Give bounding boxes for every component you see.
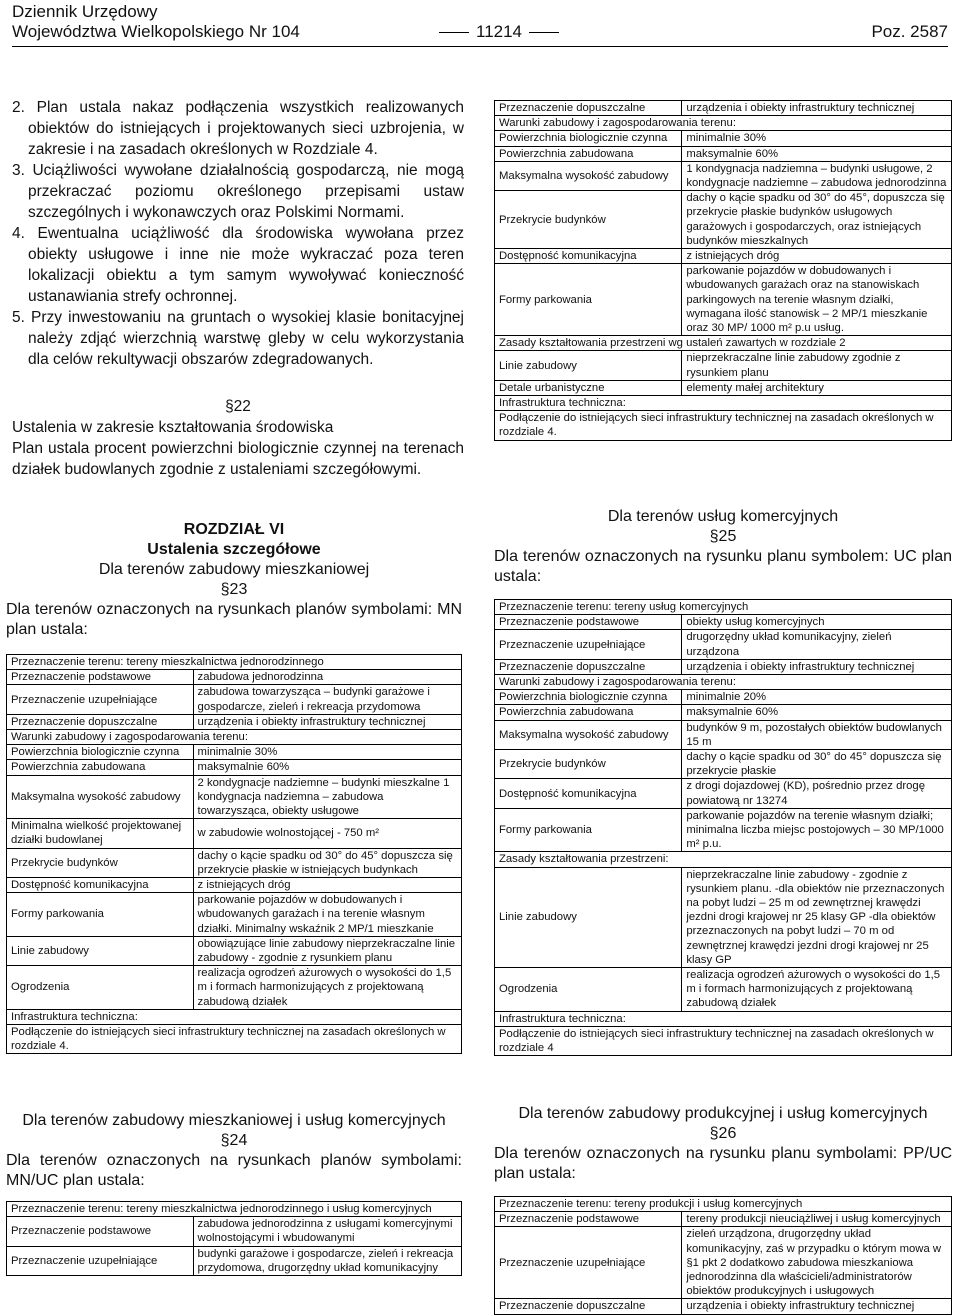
table-row: Zasady kształtowania przestrzeni: — [495, 852, 952, 867]
table-row: Warunki zabudowy i zagospodarowania terenu: — [7, 730, 462, 745]
section-25-lead: Dla terenów oznaczonych na rysunku planu symbolem: UC plan ustala: — [494, 548, 952, 585]
table-row: Przeznaczenie uzupełniające drugorzędny układ komunikacyjny, zieleń urządzona — [495, 630, 952, 659]
section-22-heading: Ustalenia w zakresie kształtowania środowiska — [12, 419, 334, 436]
table-row: Przeznaczenie uzupełniające zieleń urządzona, drugorzędny układ komunikacyjny, zaś w przypadku o którym mowa w §1 pkt 2 dodatkowo zabudowa mieszkaniowa jednorodzinna dla właścicieli/administratorów obiektów produkcyjnych i usługowych — [495, 1227, 952, 1299]
intro-section — [12, 97, 464, 480]
section-area: Dla terenów usług komercyjnych — [607, 508, 839, 525]
table-row: Powierzchnia biologicznie czynna minimalnie 20% — [495, 690, 952, 705]
chapter-6-section — [6, 520, 462, 1054]
table-row: Przeznaczenie dopuszczalne urządzenia i obiekty infrastruktury technicznej — [495, 101, 952, 116]
table-row: Przeznaczenie terenu: tereny produkcji i usług komercyjnych — [495, 1197, 952, 1212]
section-24-title: §24 — [220, 1132, 248, 1149]
journal-subtitle: Województwa Wielkopolskiego Nr 104 — [12, 22, 300, 41]
table-pp-uc — [494, 1196, 952, 1315]
table-row: Powierzchnia biologicznie czynna minimalnie 30% — [7, 745, 462, 760]
table-row: Podłączenie do istniejących sieci infrastruktury technicznej na zasadach określonych w rozdziale 4. — [495, 411, 952, 440]
table-row: Formy parkowania parkowanie pojazdów w dobudowanych i wbudowanych garażach i na terenie własnym działki. Minimalny wskaźnik 2 MP/1 mieszkanie — [7, 893, 462, 937]
journal-title: Dziennik Urzędowy — [12, 2, 158, 21]
section-26-lead: Dla terenów oznaczonych na rysunku planu symbolami: PP/UC plan ustala: — [494, 1145, 952, 1182]
table-uc — [494, 599, 952, 1056]
table-row: Linie zabudowy nieprzekraczalne linie zabudowy - zgodnie z rysunkiem planu. -dla obiektów nie przeznaczonych na pobyt ludzi – 25 m od zewnętrznej krawędzi jezdni drogi krajowej nr 25 klasy GP -dla obiektów przeznaczonych na pobyt ludzi – 70 m od zewnętrznej krawędzi jezdni drogi krajowej nr 25 klasy GP — [495, 867, 952, 967]
table-row: Maksymalna wysokość zabudowy budynków 9 m, pozostałych obiektów budowlanych 15 m — [495, 720, 952, 749]
table-row: Podłączenie do istniejących sieci infrastruktury technicznej na zasadach określonych w rozdziale 4. — [7, 1025, 462, 1054]
table-row: Warunki zabudowy i zagospodarowania terenu: — [495, 116, 952, 131]
table-row: Przekrycie budynków dachy o kącie spadku od 30° do 45°, dopuszcza się przekrycie płaskie budynków usługowych garażowych i gospodarczych, oraz istniejących budynków mieszkalnych — [495, 191, 952, 249]
table-row: Przeznaczenie terenu: tereny mieszkalnictwa jednorodzinnego — [7, 655, 462, 670]
table-row: Dostępność komunikacyjna z istniejących dróg — [7, 878, 462, 893]
table-row: Przeznaczenie terenu: tereny mieszkalnictwa jednorodzinnego i usług komercyjnych — [7, 1202, 462, 1217]
table-row: Warunki zabudowy i zagospodarowania terenu: — [495, 675, 952, 690]
table-row: Linie zabudowy obowiązujące linie zabudowy nieprzekraczalne linie zabudowy - zgodnie z rysunkiem planu — [7, 936, 462, 965]
table-row: Maksymalna wysokość zabudowy 2 kondygnacje nadziemne – budynki mieszkalne 1 kondygnacja nadziemna – zabudowa towarzysząca, obiekty usługowe — [7, 775, 462, 819]
table-row: Powierzchnia zabudowana maksymalnie 60% — [495, 146, 952, 161]
position-number: Poz. 2587 — [871, 22, 948, 41]
section-22-title: §22 — [225, 398, 251, 415]
table-row: Przekrycie budynków dachy o kącie spadku od 30° do 45° dopuszcza się przekrycie płaskie — [495, 750, 952, 779]
table-row: Przeznaczenie uzupełniające budynki garażowe i gospodarcze, zieleń i rekreacja przydomowa, drugorzędny układ komunikacyjny — [7, 1246, 462, 1275]
page-header — [12, 2, 948, 47]
table-row: Dostępność komunikacyjna z drogi dojazdowej (KD), pośrednio przez drogę powiatową nr 13274 — [495, 779, 952, 808]
section-26 — [494, 1104, 952, 1315]
section-25 — [494, 507, 952, 1056]
section-24-lead: Dla terenów oznaczonych na rysunkach planów symbolami: MN/UC plan ustala: — [6, 1152, 462, 1189]
section-23-lead: Dla terenów oznaczonych na rysunkach planów symbolami: MN plan ustala: — [6, 601, 462, 638]
section-26-title: §26 — [709, 1125, 737, 1142]
intro-item: 3. Uciążliwości wywołane działalnością gospodarczą, nie mogą przekraczać poziomu określonego przepisami ustaw szczególnych i wykonawczych oraz Polskimi Normami. — [12, 162, 464, 221]
section-area: Dla terenów zabudowy mieszkaniowej i usług komercyjnych — [22, 1112, 446, 1129]
section-24 — [6, 1111, 462, 1276]
page-number: 11214 — [432, 22, 566, 42]
table-row: Powierzchnia zabudowana maksymalnie 60% — [7, 760, 462, 775]
table-row: Podłączenie do istniejących sieci infrastruktury technicznej na zasadach określonych w rozdziale 4 — [495, 1026, 952, 1055]
table-row: Przeznaczenie podstawowe zabudowa jednorodzinna z usługami komercyjnymi wolnostojącymi i wbudowanymi — [7, 1217, 462, 1246]
table-mn-uc — [6, 1201, 462, 1276]
intro-item: 4. Ewentualna uciążliwość dla środowiska wywołana przez obiekty usługowe i inne nie może wykraczać poza teren lokalizacji obiektu a tym samym wywoływać konieczność ustanawiania strefy ochronnej. — [12, 225, 464, 305]
table-row: Linie zabudowy nieprzekraczalne linie zabudowy zgodnie z rysunkiem planu — [495, 351, 952, 380]
table-row: Maksymalna wysokość zabudowy 1 kondygnacja nadziemna – budynki usługowe, 2 kondygnacje nadziemne – zabudowa jednorodzinna — [495, 161, 952, 190]
chapter-subtitle: Ustalenia szczegółowe — [147, 541, 321, 558]
intro-item: 2. Plan ustala nakaz podłączenia wszystkich realizowanych obiektów do istniejących i projektowanych sieci uzbrojenia, w zakresie i na zasadach określonych w Rozdziale 4. — [12, 99, 464, 158]
table-row: Przeznaczenie podstawowe tereny produkcji nieuciążliwej i usług komercyjnych — [495, 1212, 952, 1227]
table-row: Zasady kształtowania przestrzeni wg ustaleń zawartych w rozdziale 2 — [495, 336, 952, 351]
section-23-title: §23 — [220, 581, 248, 598]
section-25-title: §25 — [709, 528, 737, 545]
intro-item: 5. Przy inwestowaniu na gruntach o wysokiej klasie bonitacyjnej należy zdjąć wierzchnią warstwę gleby w celu wykorzystania dla celów rekultywacji obszarów zdegradowanych. — [12, 309, 464, 368]
table-row: Przeznaczenie dopuszczalne urządzenia i obiekty infrastruktury technicznej — [495, 1299, 952, 1314]
table-top-right — [494, 100, 952, 441]
table-row: Przeznaczenie podstawowe zabudowa jednorodzinna — [7, 670, 462, 685]
table-row: Przeznaczenie dopuszczalne urządzenia i obiekty infrastruktury technicznej — [495, 659, 952, 674]
table-row: Ogrodzenia realizacja ogrodzeń ażurowych o wysokości do 1,5 m i formach harmonizujących z projektowaną zabudową działek — [495, 968, 952, 1012]
table-row: Przeznaczenie podstawowe obiekty usług komercyjnych — [495, 615, 952, 630]
table-row: Infrastruktura techniczna: — [7, 1009, 462, 1024]
table-row: Formy parkowania parkowanie pojazdów na terenie własnym działki; minimalna liczba miejsc postojowych – 30 MP/1000 m² p.u. — [495, 808, 952, 852]
table-row: Przeznaczenie dopuszczalne urządzenia i obiekty infrastruktury technicznej — [7, 714, 462, 729]
table-row: Dostępność komunikacyjna z istniejących dróg — [495, 249, 952, 264]
table-row: Infrastruktura techniczna: — [495, 1011, 952, 1026]
table-row: Detale urbanistyczne elementy małej architektury — [495, 380, 952, 395]
table-row: Przeznaczenie terenu: tereny usług komercyjnych — [495, 600, 952, 615]
table-row: Infrastruktura techniczna: — [495, 396, 952, 411]
section-area: Dla terenów zabudowy produkcyjnej i usług komercyjnych — [518, 1105, 928, 1122]
table-row: Powierzchnia zabudowana maksymalnie 60% — [495, 705, 952, 720]
table-mn — [6, 654, 462, 1054]
table-row: Powierzchnia biologicznie czynna minimalnie 30% — [495, 131, 952, 146]
table-row: Ogrodzenia realizacja ogrodzeń ażurowych o wysokości do 1,5 m i formach harmonizujących z projektowaną zabudową działek — [7, 966, 462, 1010]
section-area: Dla terenów zabudowy mieszkaniowej — [98, 561, 370, 578]
section-22-text: Plan ustala procent powierzchni biologicznie czynnej na terenach działek budowlanych zgodnie z ustaleniami szczegółowymi. — [12, 440, 464, 478]
table-row: Minimalna wielkość projektowanej działki budowlanej w zabudowie wolnostojącej - 750 m² — [7, 819, 462, 848]
chapter-title: ROZDZIAŁ VI — [183, 521, 285, 538]
table-row: Przeznaczenie uzupełniające zabudowa towarzysząca – budynki garażowe i gospodarcze, zieleń i rekreacja przydomowa — [7, 685, 462, 714]
table-row: Przekrycie budynków dachy o kącie spadku od 30° do 45° dopuszcza się przekrycie płaskie w istniejących budynkach — [7, 848, 462, 877]
table-row: Formy parkowania parkowanie pojazdów w dobudowanych i wbudowanych garażach oraz na stanowiskach parkingowych na terenie własnym działki, wymagana ilość stanowisk – 2 MP/1 mieszkanie oraz 30 MP/ 1000 m² p.u usług. — [495, 264, 952, 336]
